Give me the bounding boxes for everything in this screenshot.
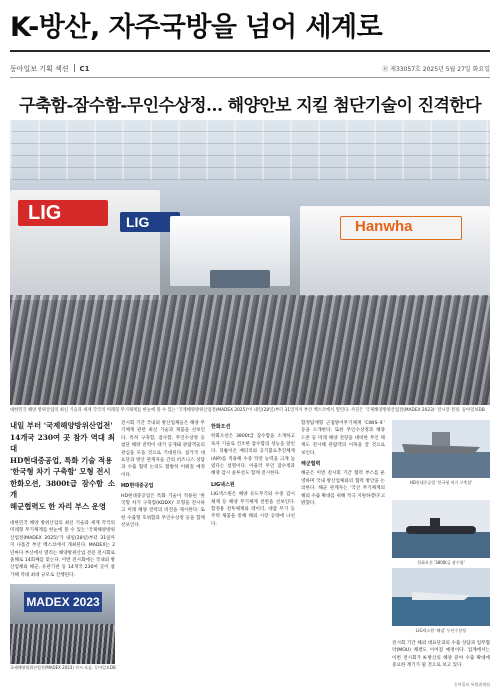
ship-photo-1 (392, 420, 490, 478)
inset-photo (10, 584, 115, 664)
pull-quote-line: 내일 부터 '국제해양방위산업전' (10, 421, 113, 430)
ship-model (210, 270, 270, 288)
pull-quote-line: '한국형 차기 구축함' 모형 전시 (10, 467, 111, 476)
issue-number: Ⓡ 제33057호 (382, 66, 421, 73)
madex-banner: MADEX 2023 (24, 592, 102, 612)
ship-photo-3 (392, 568, 490, 626)
submarine-hull (406, 526, 476, 534)
column-5 (392, 640, 490, 673)
body-paragraph: 전시회 기간 해외 대표단과의 수출 상담과 업무협약(MOU) 체결도 이어질 예정이다. 업계에서는 이번 전시회가 K-방산의 해양 분야 수출 확대에 중요한 계기가 될 것으로 보고 있다. (392, 641, 490, 669)
body-paragraph: 함정탑재형 근접방어무기체계 'CIWS-Ⅱ' 등을 소개한다. 또한 무인수상정과 해양 드론 등 미래 해양 전장을 대비한 무인 체계도 전시해 관람객의 이목을 끌 것으로 보인다. (301, 421, 385, 456)
section-title: K-방산, 자주국방을 넘어 세계로 (10, 12, 383, 43)
subheading: 한화오션 (211, 424, 231, 430)
section-bar-right (382, 64, 490, 73)
inset-crowd (10, 624, 115, 664)
section-bar (10, 64, 490, 76)
booth-sign-hanwha: Hanwha (355, 218, 413, 235)
section-bar-left (10, 64, 90, 74)
issue-date: 2025년 5월 27일 화요일 (422, 66, 490, 73)
crowd (10, 295, 490, 405)
ceiling-truss (10, 120, 490, 180)
pull-quote-line: HD현대중공업, 특화 기술 적용 (10, 455, 113, 465)
body-paragraph: 대한민국 해양 방위산업의 최신 기술과 세계 각국의 미래형 무기체계를 한눈에 볼 수 있는 '국제해양방위산업전(MADEX 2025)'가 내일(28일)부터 31일까지 나흘간 부산 벡스코에서 개최된다. MADEX는 2년마다 부산에서 열리는 해양방위산업 전문 전시회로 올해로 14회째를 맞는다. 이번 전시회에는 국내외 방산업체와 해군, 유관기관 등 14개국 230여 곳이 참가해 역대 최대 규모로 진행된다. (10, 521, 115, 578)
column-3 (211, 420, 295, 531)
pull-quote-line: 해군협력도 한 자리 부스 운영 (10, 501, 106, 511)
body-paragraph: 해군은 이번 전시회 기간 협력 부스를 운영하며 국내 방산업체와의 협력 방안을 논의한다. 해군 관계자는 '국산 무기체계의 해외 수출 확대를 위해 적극 지원하겠다'고 밝혔다. (301, 471, 386, 507)
booth-sign-lig: LIG (28, 202, 62, 224)
column-4 (301, 420, 385, 510)
subheading: 해군협력 (301, 461, 321, 468)
usv-hull (412, 592, 470, 600)
inset-caption: 국제해양방위산업전(MADEX 2023) 전시 모습. 동아일보DB (10, 665, 116, 670)
body-paragraph: 전시회 기간 국내외 방산업체들은 해양 무기체계 관련 최신 기술과 제품을 선보인다. 특히 구축함, 잠수함, 무인수상정 등 첨단 해양 전력이 대거 공개돼 관람객들의 관심을 모을 것으로 기대된다. 참가국 대표단과 방산 관계자들 간의 비즈니스 상담과 수출 협력 논의도 활발히 이뤄질 예정이다. (121, 421, 205, 478)
pull-quote (10, 420, 115, 512)
pull-quote-line: 14개국 230여 곳 참가 역대 최대 (10, 432, 115, 453)
divider (74, 64, 75, 72)
headline: 구축함-잠수함-무인수상정… 해양안보 지킬 첨단기술이 진격한다 (19, 96, 481, 116)
subheading: LIG넥스원 (211, 481, 235, 488)
paper-name: 동아일보 기획 섹션 (10, 65, 69, 73)
body-paragraph: 한화오션은 3800t급 잠수함을 소개하고 독자 기술로 건조한 잠수함의 성능을 알린다. 리튬이온 배터리와 공기불요추진체계(AIP)를 적용해 수중 작전 능력을 크게 높였다는 설명이다. 아울러 무인 잠수정과 해양 감시 솔루션도 함께 전시한다. (211, 434, 295, 477)
body-paragraph: HD현대중공업은 특화 기술이 적용된 '한국형 차기 구축함(KDDX)' 모형을 전시하고 미래 해양 전력의 비전을 제시한다. 또한 수출형 호위함과 무인수상정 등을 함께 선보인다. (121, 493, 205, 529)
main-photo (10, 120, 490, 405)
masthead-rule (10, 50, 490, 52)
masthead (10, 8, 490, 60)
ship-caption-3: LIG넥스원 '해검' 무인수상정 (416, 628, 466, 633)
submarine-sail (430, 518, 440, 527)
ship-caption-1: HD현대중공업 '한국형 차기 구축함' (409, 480, 473, 485)
booth-sign-lig-2: LIG (126, 214, 150, 230)
destroyer-mast (432, 432, 450, 446)
column-2 (121, 420, 205, 533)
body-paragraph: LIG넥스원은 해양 유도무기와 수중 감시체계 등 해양 무기체계 전반을 선보인다. 함정용 전투체계와 레이더, 대잠 무기 등 주력 제품을 통해 해외 시장 공략에 나선다. (211, 492, 295, 527)
byline: 동아일보 특별취재팀 (453, 682, 490, 687)
pull-quote-line: 한화오션, 3800t급 잠수함 소개 (10, 478, 115, 499)
ship-photo-2 (392, 500, 490, 558)
subheading: HD현대중공업 (121, 483, 154, 490)
thin-rule (10, 77, 490, 78)
ship-caption-2: 한화오션 '3800t급 잠수함' (417, 560, 465, 565)
photo-caption: 대한민국 해양 방위산업의 최신 기술과 세계 각국의 미래형 무기체계를 한눈에 볼 수 있는 '국제해양방위산업전(MADEX 2025)'이 내일(28일)부터 31일까지 부산 벡스코에서 열린다. 사진은 '국제해양방위산업전(MADEX 2023)' 전시장 전경. 동아일보DB (10, 408, 485, 413)
page-number: C1 (79, 65, 90, 73)
column-1 (10, 420, 115, 582)
